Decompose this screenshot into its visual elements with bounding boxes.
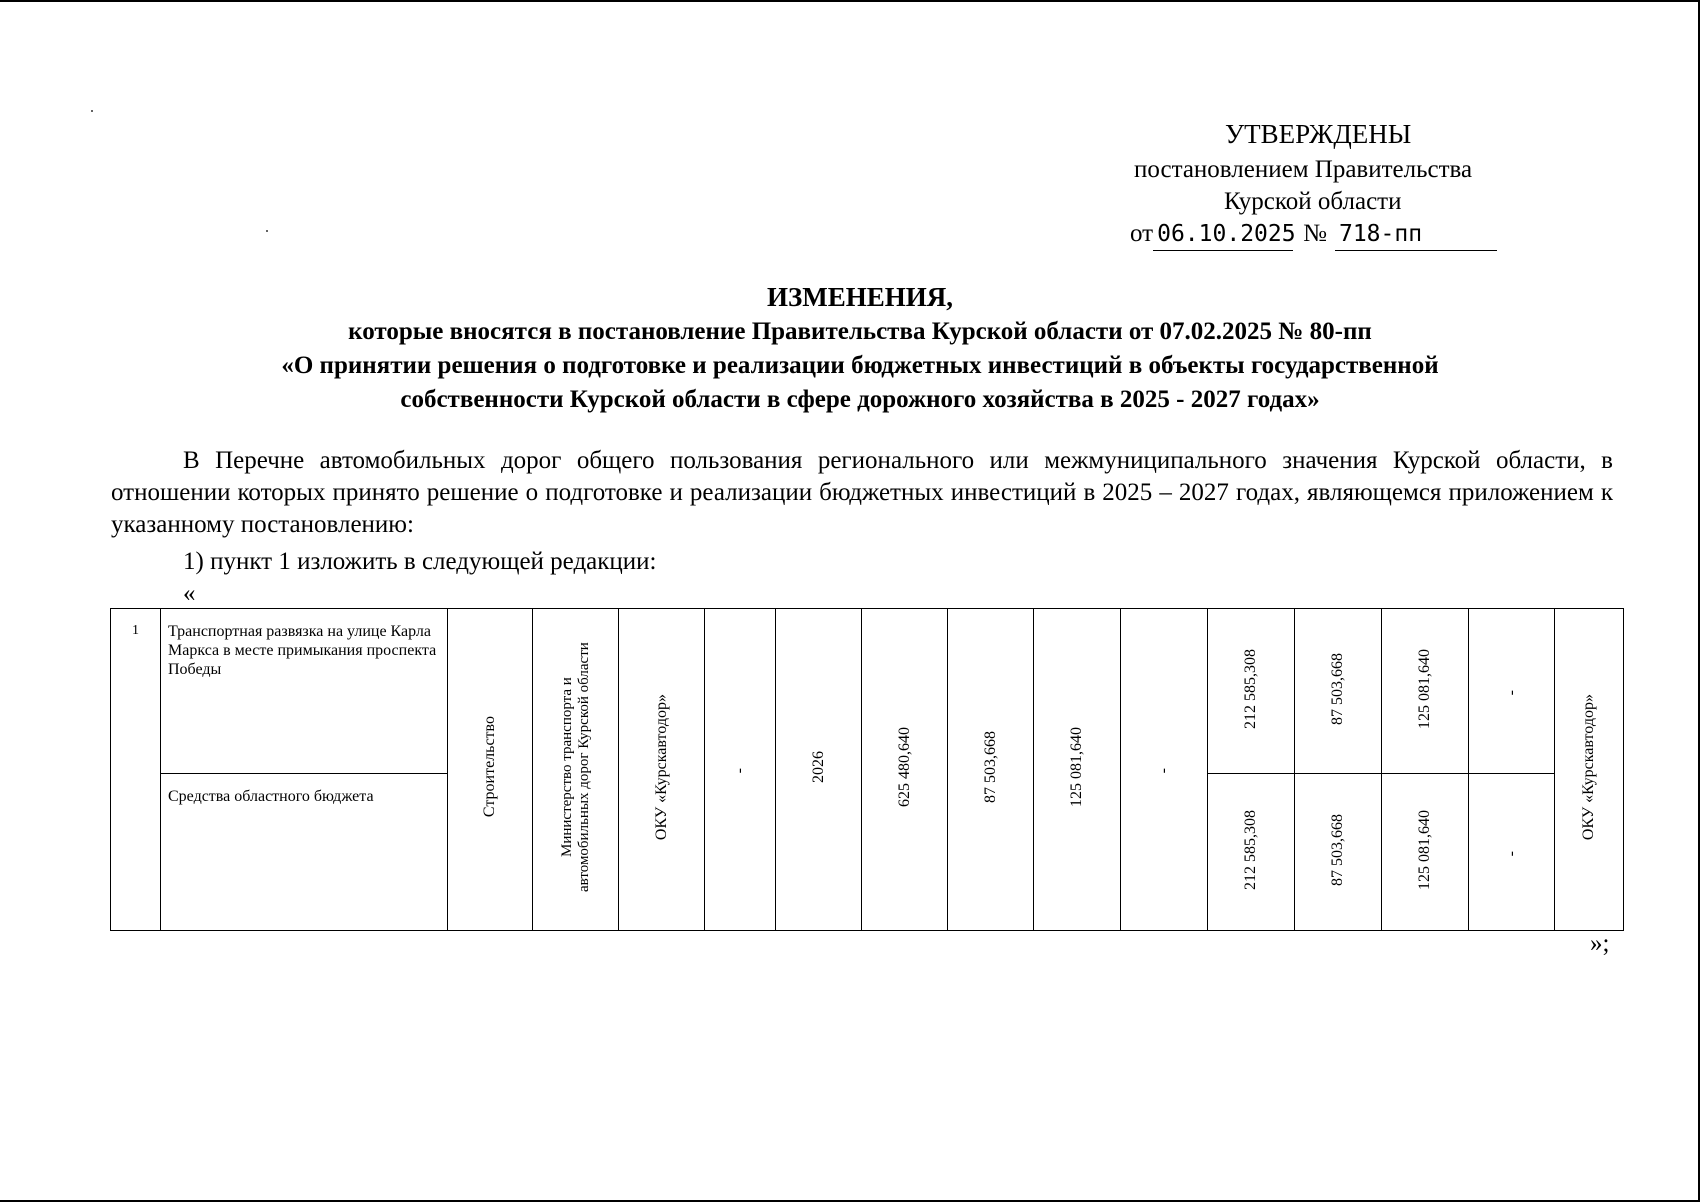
row1-v3-cell — [1382, 609, 1469, 774]
row1-v4-text: - — [1502, 689, 1520, 695]
year-text: 2026 — [809, 751, 827, 783]
document-subtitle-line-1: которые вносятся в постановление Правительства Курской области от 07.02.2025 № 80-пп — [348, 318, 1372, 345]
body-point: 1) пункт 1 изложить в следующей редакции: — [183, 548, 657, 575]
document-subtitle-line-2: «О принятии решения о подготовке и реализации бюджетных инвестиций в объекты государственной — [281, 352, 1439, 379]
amendment-table — [110, 608, 1624, 931]
row2-v2-cell — [1295, 774, 1382, 931]
row2-v3-text: 125 081,640 — [1416, 809, 1433, 890]
approval-region: Курской области — [1224, 188, 1402, 215]
row2-v3-cell — [1382, 774, 1469, 931]
ministry-cell — [533, 609, 619, 931]
developer-cell — [1555, 609, 1624, 931]
opening-quote: « — [183, 580, 196, 607]
row2-v2-text: 87 503,668 — [1329, 813, 1346, 886]
row-number: 1 — [111, 609, 161, 931]
body-paragraph: В Перечне автомобильных дорог общего пользования регионального или межмуниципального значения Курской области, в отношении которых принято решение о подготовке и реализации бюджетных инвестиций в 2025 – 2027 годах, являющемся приложением к указанному постановлению: — [111, 447, 1613, 538]
row2-v1-cell — [1208, 774, 1295, 931]
total-cost-cell — [862, 609, 948, 931]
approval-title: УТВЕРЖДЕНЫ — [1225, 119, 1412, 149]
approval-date: 06.10.2025 — [1153, 218, 1293, 251]
work-type-cell — [448, 609, 533, 931]
document-subtitle-line-3: собственности Курской области в сфере дорожного хозяйства в 2025 - 2027 годах» — [400, 386, 1320, 413]
row1-v2-cell — [1295, 609, 1382, 774]
approval-date-prefix: от — [1130, 220, 1154, 247]
object-name-cell: Транспортная развязка на улице Карла Маркса в месте примыкания проспекта Победы — [161, 609, 448, 774]
row2-v4-text: - — [1502, 850, 1520, 856]
customer-text: ОКУ «Курскавтодор» — [652, 693, 670, 841]
value-a-text: 87 503,668 — [981, 731, 999, 803]
customer-cell — [619, 609, 705, 931]
developer-text: ОКУ «Курскавтодор» — [1580, 693, 1597, 841]
scan-speck — [266, 230, 268, 232]
value-b-text: 125 081,640 — [1068, 727, 1085, 807]
document-title: ИЗМЕНЕНИЯ, — [766, 282, 953, 312]
dash-b-text: - — [1155, 768, 1172, 774]
funding-source-cell: Средства областного бюджета — [161, 774, 448, 931]
approval-number: 718-пп — [1335, 218, 1497, 251]
ministry-text: Министерство транспорта и автомобильных дорог Курской области — [558, 642, 592, 892]
value-a-cell — [948, 609, 1034, 931]
approval-date-row — [1130, 218, 1497, 251]
row1-v1-text: 212 585,308 — [1242, 648, 1259, 729]
scan-speck — [91, 110, 93, 112]
approval-number-sign: № — [1303, 220, 1327, 247]
closing-quote: »; — [1590, 930, 1610, 957]
dash-a-text: - — [731, 768, 748, 774]
value-b-cell — [1034, 609, 1121, 931]
row1-v1-cell — [1208, 609, 1295, 774]
row1-v4-cell — [1469, 609, 1555, 774]
work-type-text: Строительство — [481, 716, 498, 818]
row1-v2-text: 87 503,668 — [1329, 652, 1346, 725]
row2-v4-cell — [1469, 774, 1555, 931]
dash-a-cell — [705, 609, 776, 931]
approval-by: постановлением Правительства — [1134, 156, 1473, 183]
total-cost-text: 625 480,640 — [895, 727, 913, 807]
body-text — [111, 445, 1613, 541]
row1-v3-text: 125 081,640 — [1416, 648, 1433, 729]
table-row — [111, 609, 1624, 774]
dash-b-cell — [1121, 609, 1208, 931]
year-cell — [776, 609, 862, 931]
row2-v1-text: 212 585,308 — [1242, 809, 1259, 890]
